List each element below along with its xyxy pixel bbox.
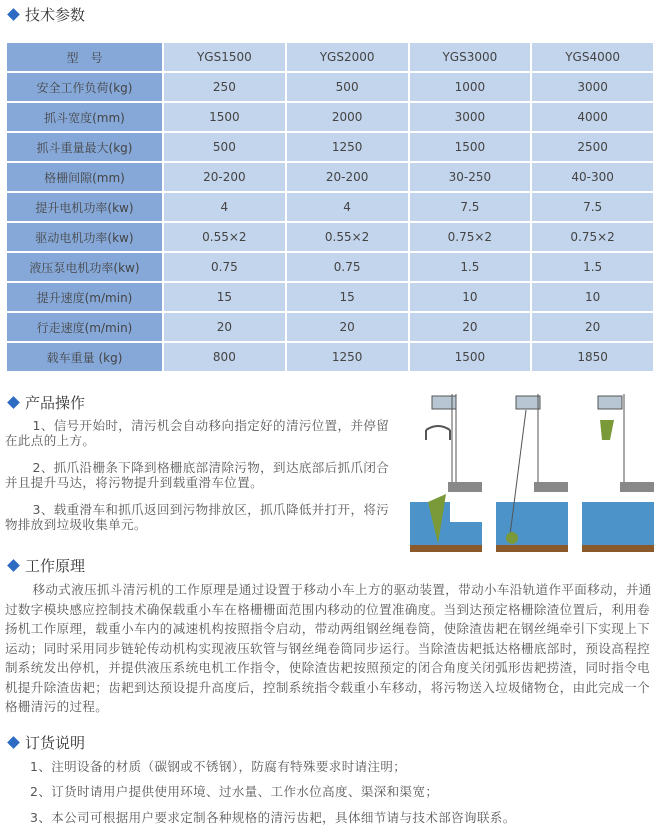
- row-label: 提升电机功率(kw): [7, 193, 162, 221]
- section-heading-specs: [6, 4, 85, 25]
- table-cell: 40-300: [532, 163, 653, 191]
- table-cell: 20: [532, 313, 653, 341]
- table-cell: 1850: [532, 343, 653, 371]
- table-cell: 3000: [410, 103, 531, 131]
- table-cell: YGS1500: [164, 43, 285, 71]
- table-cell: 1500: [164, 103, 285, 131]
- table-cell: 10: [532, 283, 653, 311]
- illustration-panel-3: [582, 394, 654, 552]
- table-row: [7, 253, 653, 281]
- table-cell: 30-250: [410, 163, 531, 191]
- table-cell: 500: [164, 133, 285, 161]
- table-cell: 20-200: [164, 163, 285, 191]
- illustration-panel-1: [410, 394, 482, 552]
- table-row: [7, 223, 653, 251]
- table-cell: YGS4000: [532, 43, 653, 71]
- table-cell: 4: [287, 193, 408, 221]
- diamond-bullet-icon: [7, 559, 20, 572]
- table-cell: 0.55×2: [287, 223, 408, 251]
- table-cell: 3000: [532, 73, 653, 101]
- operation-illustration: [408, 390, 658, 558]
- table-cell: 20: [164, 313, 285, 341]
- table-row: [7, 343, 653, 371]
- heading-text: 订货说明: [25, 734, 86, 752]
- section-heading-ordering: [6, 732, 85, 753]
- row-label: 液压泵电机功率(kw): [7, 253, 162, 281]
- table-cell: 2000: [287, 103, 408, 131]
- row-label: 安全工作负荷(kg): [7, 73, 162, 101]
- table-cell: 500: [287, 73, 408, 101]
- table-cell: 20: [410, 313, 531, 341]
- table-cell: 7.5: [532, 193, 653, 221]
- row-label: 抓斗宽度(mm): [7, 103, 162, 131]
- table-cell: 0.75×2: [410, 223, 531, 251]
- table-cell: 1.5: [410, 253, 531, 281]
- table-cell: 7.5: [410, 193, 531, 221]
- section-heading-principle: [6, 555, 85, 576]
- spec-table: [5, 41, 655, 373]
- ordering-item: 2、订货时请用户提供使用环境、过水量、工作水位高度、渠深和渠宽；: [30, 784, 439, 799]
- table-cell: 20-200: [287, 163, 408, 191]
- section-heading-operation: [6, 392, 85, 413]
- table-cell: 2500: [532, 133, 653, 161]
- heading-text: 产品操作: [25, 394, 86, 412]
- ordering-item: 1、注明设备的材质（碳钢或不锈钢），防腐有特殊要求时请注明；: [30, 759, 407, 774]
- table-row: [7, 133, 653, 161]
- table-header-row: [7, 43, 653, 71]
- table-cell: 1000: [410, 73, 531, 101]
- table-cell: 0.75×2: [532, 223, 653, 251]
- table-cell: 1500: [410, 343, 531, 371]
- row-label: 提升速度(m/min): [7, 283, 162, 311]
- row-label: 型 号: [7, 43, 162, 71]
- row-label: 行走速度(m/min): [7, 313, 162, 341]
- row-label: 抓斗重量最大(kg): [7, 133, 162, 161]
- illustration-panel-2: [496, 394, 568, 552]
- table-cell: 15: [164, 283, 285, 311]
- table-cell: 1250: [287, 343, 408, 371]
- table-row: [7, 283, 653, 311]
- operation-step-3: 3、载重滑车和抓爪返回到污物排放区，抓爪降低并打开，将污物排放到垃圾收集单元。: [5, 502, 390, 532]
- table-cell: 0.75: [287, 253, 408, 281]
- table-row: [7, 313, 653, 341]
- table-cell: 15: [287, 283, 408, 311]
- row-label: 载车重量 (kg): [7, 343, 162, 371]
- table-row: [7, 163, 653, 191]
- operation-step-1: 1、信号开始时，清污机会自动移向指定好的清污位置，并停留在此点的上方。: [5, 418, 390, 448]
- heading-text: 技术参数: [25, 6, 86, 24]
- table-cell: 0.75: [164, 253, 285, 281]
- table-cell: 1250: [287, 133, 408, 161]
- table-row: [7, 193, 653, 221]
- ordering-item: 3、本公司可根据用户要求定制各种规格的清污齿耙，具体细节请与技术部咨询联系。: [30, 810, 516, 825]
- diamond-bullet-icon: [7, 396, 20, 409]
- principle-text: 移动式液压抓斗清污机的工作原理是通过设置于移动小车上方的驱动装置，带动小车沿轨道作平面移动，并通过数字模块感应控制技术确保载重小车在格栅栅面范围内移动的位置准确度。当到达预定格栅除渣位置后，利用卷扬机工作原理，载重小车内的减速机构按照指令启动，带动两组钢丝绳卷筒，使除渣齿耙在钢丝绳牵引下实现上下运动；同时采用同步链轮传动机构实现液压软管与钢丝绳卷筒同步运行。当除渣齿耙抵达格栅底部时，预设高程控制系统发出停机，并提供液压系统电机工作指令，使除渣齿耙按照预定的闭合角度关闭弧形齿耙捞渣，同时指令电机提升除渣齿耙；齿耙到达预设提升高度后，控制系统指令载重小车移动，将污物送入垃圾储物仓，由此完成一个格栅清污的过程。: [5, 582, 652, 714]
- diamond-bullet-icon: [7, 8, 20, 21]
- table-cell: YGS2000: [287, 43, 408, 71]
- table-cell: 4000: [532, 103, 653, 131]
- diamond-bullet-icon: [7, 736, 20, 749]
- table-cell: 0.55×2: [164, 223, 285, 251]
- row-label: 驱动电机功率(kw): [7, 223, 162, 251]
- table-cell: 20: [287, 313, 408, 341]
- table-cell: 4: [164, 193, 285, 221]
- heading-text: 工作原理: [25, 557, 86, 575]
- table-row: [7, 103, 653, 131]
- table-cell: 1500: [410, 133, 531, 161]
- row-label: 格栅间隙(mm): [7, 163, 162, 191]
- operation-step-2: 2、抓爪沿栅条下降到格栅底部清除污物，到达底部后抓爪闭合并且提升马达，将污物提升到载重滑车位置。: [5, 460, 390, 490]
- table-cell: 800: [164, 343, 285, 371]
- table-cell: YGS3000: [410, 43, 531, 71]
- table-row: [7, 73, 653, 101]
- table-cell: 10: [410, 283, 531, 311]
- table-cell: 1.5: [532, 253, 653, 281]
- table-cell: 250: [164, 73, 285, 101]
